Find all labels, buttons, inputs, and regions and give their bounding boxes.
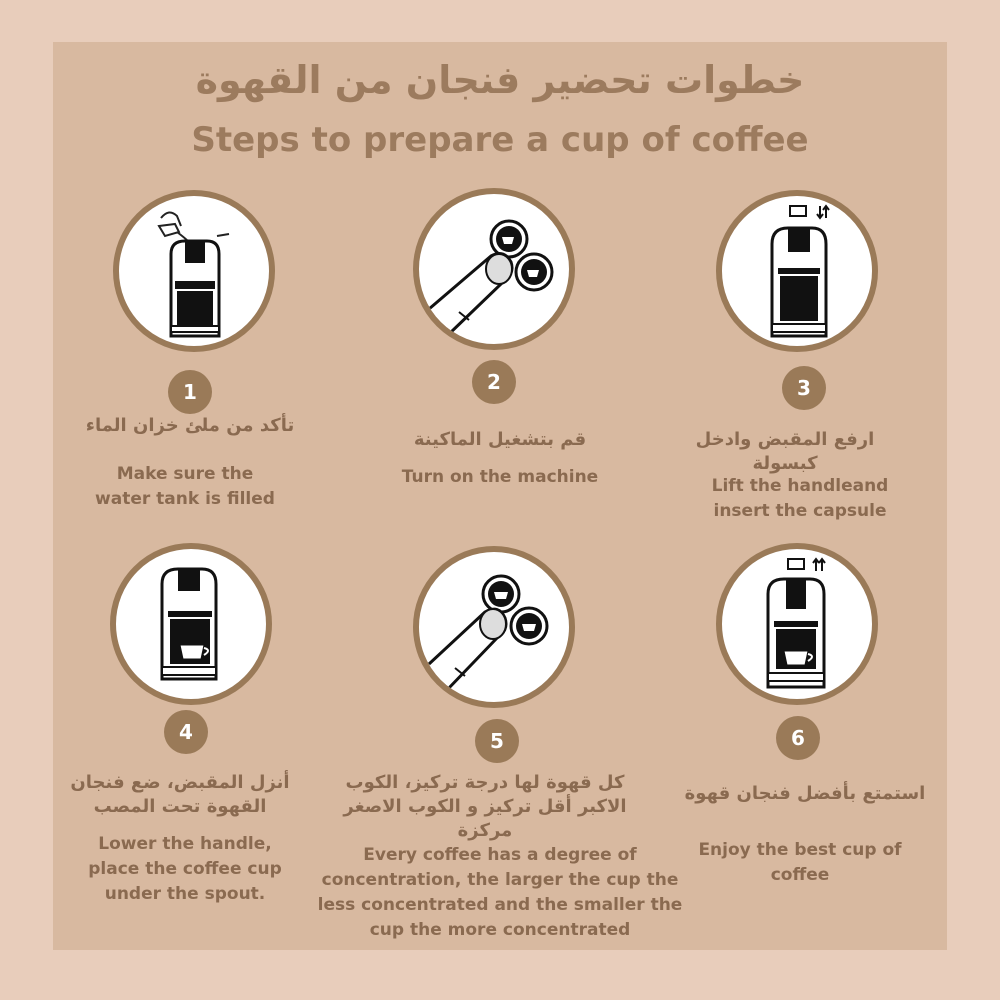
step-3-english-text: Lift the handleand insert the capsule	[711, 476, 889, 521]
step-5-english-text: Every coffee has a degree of concentration, the larger the cup the less concentrated and the smaller the cup the more concentrated	[317, 845, 683, 940]
step-6-english-text: Enjoy the best cup of coffee	[698, 840, 902, 885]
step-3-number: 3	[782, 366, 826, 410]
step-6-number: 6	[776, 716, 820, 760]
lift-handle-icon	[722, 196, 872, 346]
step-1-icon-frame	[113, 190, 275, 352]
page-title-arabic: خطوات تحضير فنجان من القهوة	[195, 58, 805, 102]
step-1-arabic-text: تأكد من ملئ خزان الماء	[85, 415, 295, 436]
step-4-icon-frame	[110, 543, 272, 705]
choose-cup-size-icon	[419, 552, 569, 702]
enjoy-coffee-icon	[722, 549, 872, 699]
step-6-icon-frame	[716, 543, 878, 705]
step-5-number: 5	[475, 719, 519, 763]
press-button-icon	[419, 194, 569, 344]
step-4-arabic-text: أنزل المقبض، ضع فنجان القهوة تحت المصب	[70, 772, 290, 817]
step-2-number: 2	[472, 360, 516, 404]
page-title-english: Steps to prepare a cup of coffee	[191, 120, 809, 160]
step-4-number: 4	[164, 710, 208, 754]
step-4-english-text: Lower the handle, place the coffee cup under the spout.	[88, 834, 282, 904]
step-5-icon-frame	[413, 546, 575, 708]
step-6-arabic-text: استمتع بأفضل فنجان قهوة	[684, 783, 926, 804]
step-5-arabic-text: كل قهوة لها درجة تركيز، الكوب الاكبر أقل تركيز و الكوب الاصغر مركزة	[343, 772, 627, 841]
step-3-arabic-text: ارفع المقبض وادخل كبسولة	[695, 429, 875, 474]
step-1-number: 1	[168, 370, 212, 414]
step-1-english-text: Make sure the water tank is filled	[95, 464, 275, 509]
step-2-icon-frame	[413, 188, 575, 350]
place-cup-icon	[116, 549, 266, 699]
step-3-icon-frame	[716, 190, 878, 352]
fill-water-tank-icon	[119, 196, 269, 346]
step-2-arabic-text: قم بتشغيل الماكينة	[413, 429, 587, 450]
step-2-english-text: Turn on the machine	[401, 467, 599, 487]
